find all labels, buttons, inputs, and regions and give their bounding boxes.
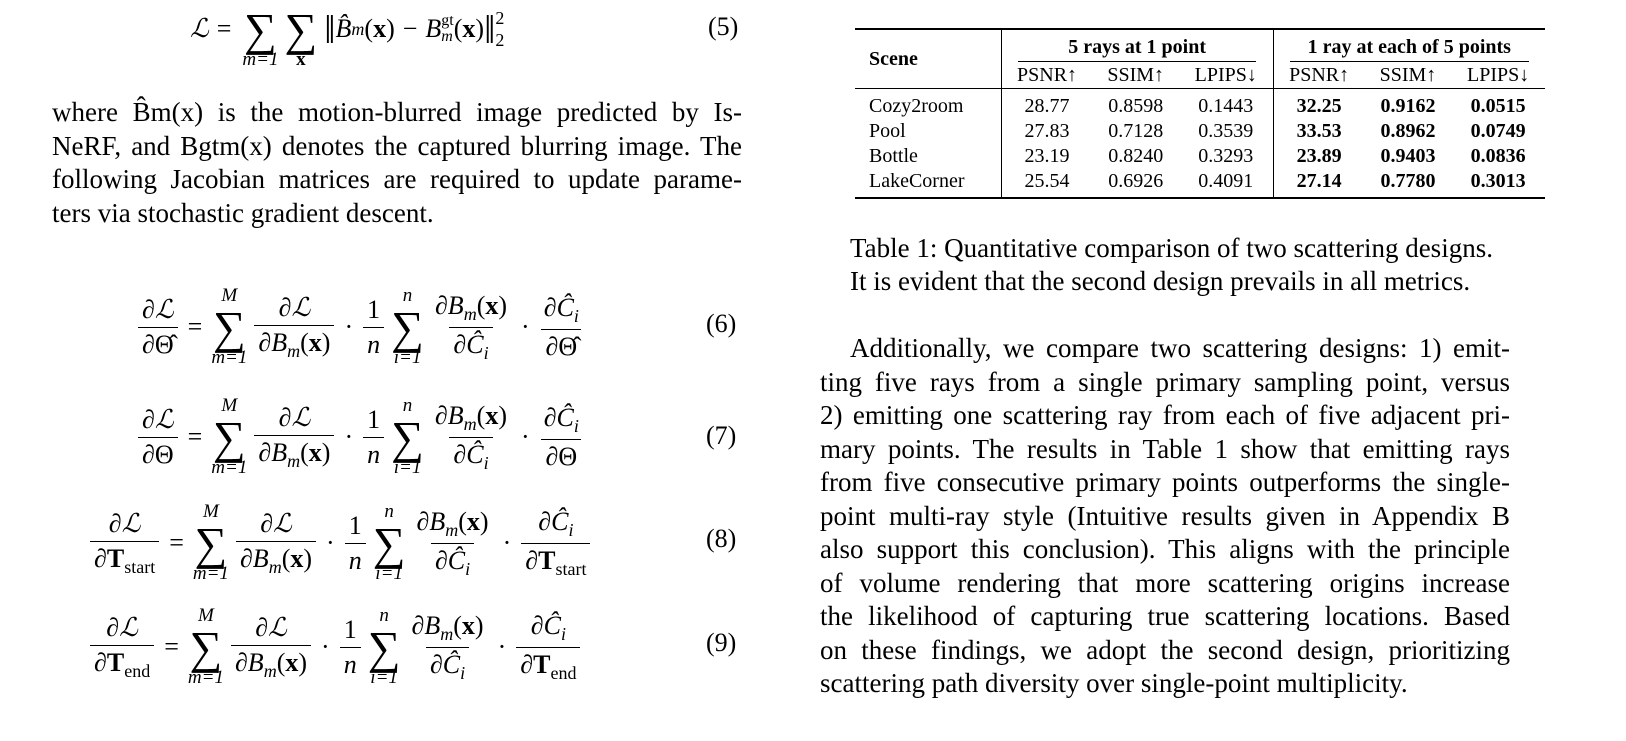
table-cell: 0.3539 [1198, 120, 1254, 142]
table-cell: 0.7128 [1108, 120, 1164, 142]
table-cell: 0.3013 [1470, 170, 1526, 192]
table-cell: 33.53 [1273, 119, 1364, 144]
equation-8: $\frac{\text{∂ℒ}}{\partial T_{start}}$ = M ∑ m=1 $\frac{\text{∂ℒ}}{\partial B_m(x)}$ · $\frac{1}{n}$ n ∑ i=1 $\frac{\partial B_m(x)}{\partial Ĉ_i}$ · $\frac{\partial Ĉ_i}{\partial T_{start}}$ [86, 502, 594, 584]
metric-header: LPIPS↓ [1467, 64, 1530, 86]
right-paragraph-line-5: from five consecutive primary points outperforms the single- [820, 467, 1510, 497]
scene-name: Pool [869, 120, 906, 142]
equation-5: ℒ = ∑ m=1 ∑ x ‖ B̂ m ( x ) − B gt m ( x ) ‖ 2 2 [190, 4, 505, 70]
table-cell: 0.7780 [1380, 170, 1436, 192]
right-paragraph-line-10: on these findings, we adopt the second design, prioritizing [820, 634, 1510, 665]
table-cell: 0.4091 [1198, 170, 1254, 192]
table-cell: 0.6926 [1108, 170, 1164, 192]
equation-7-number: (7) [706, 421, 737, 450]
table-cell: 27.14 [1273, 169, 1364, 198]
metric-header: LPIPS↓ [1194, 64, 1257, 86]
left-paragraph [52, 96, 742, 230]
table-cell: 0.0836 [1470, 145, 1526, 167]
equation-9: $\frac{\text{∂ℒ}}{\partial T_{end}}$ = M ∑ m=1 $\frac{\text{∂ℒ}}{\partial B_m(x)}$ · $\frac{1}{n}$ n ∑ i=1 $\frac{\partial B_m(x)}{\partial Ĉ_i}$ · $\frac{\partial Ĉ_i}{\partial T_{end}}$ [86, 606, 584, 688]
right-paragraph-line-6: point multi-ray style (Intuitive results given in Appendix B [820, 500, 1510, 531]
table-cell: 0.8962 [1380, 120, 1436, 142]
table-row [855, 169, 1545, 198]
scene-name: Bottle [869, 145, 918, 167]
metric-header: SSIM↑ [1107, 64, 1165, 86]
table-cell: 0.0749 [1470, 120, 1526, 142]
table-cell: 0.8240 [1108, 145, 1164, 167]
table-cell: 0.0515 [1470, 95, 1526, 117]
right-paragraph-line-4: mary points. The results in Table 1 show that emitting rays [820, 433, 1510, 464]
left-paragraph-line-4: ters via stochastic gradient descent. [52, 197, 434, 228]
left-paragraph-line-3: following Jacobian matrices are required to update parame- [52, 164, 742, 194]
table-cell: 27.83 [1001, 119, 1092, 144]
metric-header: PSNR↑ [1273, 63, 1364, 89]
table-row [855, 144, 1545, 169]
caption-line-1: Table 1: Quantitative comparison of two scattering designs. [850, 233, 1493, 263]
left-column [52, 0, 772, 741]
table-row [855, 119, 1545, 144]
scene-name: LakeCorner [869, 170, 965, 192]
equation-9-number: (9) [706, 628, 737, 657]
right-column [820, 0, 1570, 741]
group-header-1: 5 rays at 1 point [1001, 29, 1273, 63]
results-table [855, 28, 1545, 199]
scene-name: Cozy2room [869, 95, 964, 117]
table-cell: 32.25 [1273, 89, 1364, 120]
metric-header: SSIM↑ [1379, 64, 1437, 86]
table-cell: 0.8598 [1108, 95, 1164, 117]
equation-6: $\frac{\text{∂ℒ}}{\partial\Thetâ}$ = M ∑ m=1 $\frac{\text{∂ℒ}}{\partial B_m(x)}$ · $\frac{1}{n}$ n ∑ i=1 $\frac{\partial B_m(x)}{\partial Ĉ_i}$ · $\frac{\partial Ĉ_i}{\partial\Thetâ}$ [134, 286, 587, 368]
table-cell: 23.89 [1273, 144, 1364, 169]
caption-line-2: It is evident that the second design prevails in all metrics. [850, 266, 1471, 296]
table-cell: 25.54 [1001, 169, 1092, 198]
group-header-2: 1 ray at each of 5 points [1273, 29, 1545, 63]
right-paragraph-line-9: the likelihood of capturing true scattering locations. Based [820, 601, 1510, 631]
right-paragraph-line-2: ting five rays from a single primary sampling point, versus [820, 366, 1510, 397]
equation-7: $\frac{\text{∂ℒ}}{\partial\Theta}$ = M ∑ m=1 $\frac{\text{∂ℒ}}{\partial B_m(x)}$ · $\frac{1}{n}$ n ∑ i=1 $\frac{\partial B_m(x)}{\partial Ĉ_i}$ · $\frac{\partial Ĉ_i}{\partial\Theta}$ [134, 396, 587, 478]
table-cell: 0.3293 [1198, 145, 1254, 167]
right-paragraph-line-3: 2) emitting one scattering ray from each of five adjacent pri- [820, 400, 1510, 430]
table-cell: 0.9403 [1380, 145, 1436, 167]
equation-8-number: (8) [706, 524, 737, 553]
metric-header: PSNR↑ [1001, 63, 1092, 89]
scene-header: Scene [855, 29, 1001, 89]
table-caption [850, 232, 1493, 298]
left-paragraph-line-1: where B̂m(x) is the motion-blurred image predicted by Is- [52, 97, 742, 127]
equation-6-number: (6) [706, 309, 737, 338]
left-paragraph-line-2: NeRF, and Bgtm(x) denotes the captured blurring image. The [52, 130, 742, 161]
table-row [855, 89, 1545, 120]
table-cell: 28.77 [1001, 89, 1092, 120]
table-cell: 23.19 [1001, 144, 1092, 169]
right-paragraph-line-7: also support this conclusion). This aligns with the principle [820, 534, 1510, 564]
equation-5-number: (5) [708, 12, 739, 41]
table-cell: 0.9162 [1380, 95, 1436, 117]
right-paragraph-line-8: of volume rendering that more scattering origins increase [820, 567, 1510, 598]
right-paragraph-line-11: scattering path diversity over single-point multiplicity. [820, 668, 1408, 698]
right-paragraph [820, 332, 1510, 701]
table-cell: 0.1443 [1198, 95, 1254, 117]
right-paragraph-line-1: Additionally, we compare two scattering designs: 1) emit- [850, 333, 1510, 363]
